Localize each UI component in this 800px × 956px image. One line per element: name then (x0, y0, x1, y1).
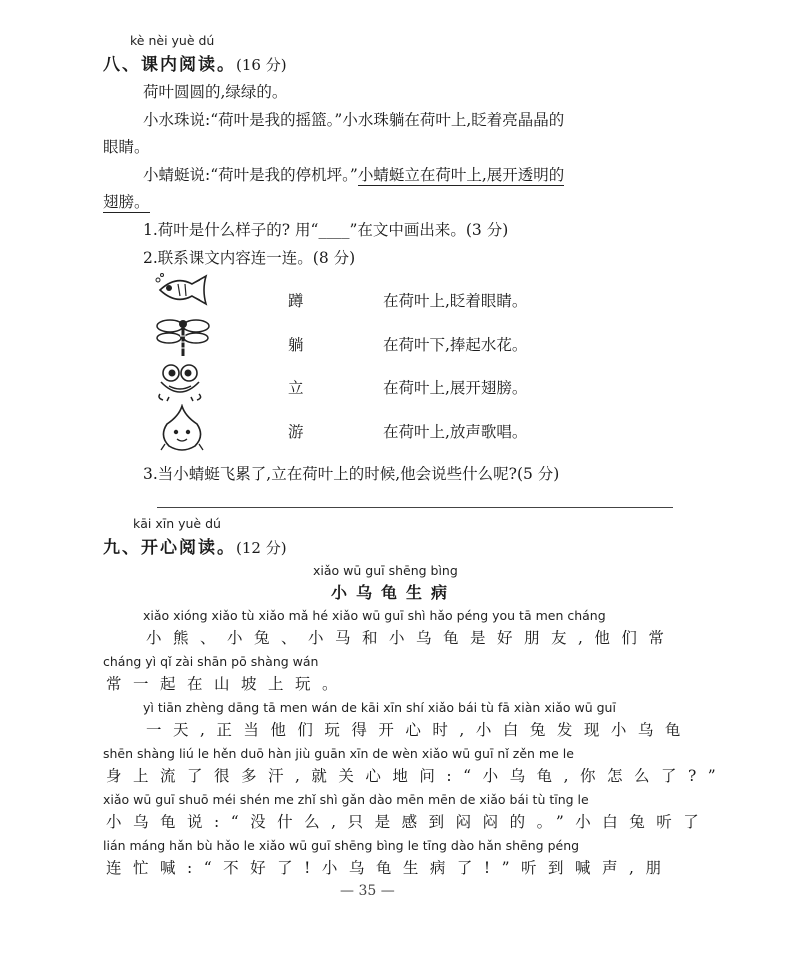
passage-line-4 (143, 163, 564, 185)
story-line-1-pinyin: xiǎo xióng xiǎo tù xiǎo mǎ hé xiǎo wū guī shì hǎo péng you tā men cháng (143, 608, 606, 623)
match-phrase-3[interactable]: 在荷叶上,展开翅膀。 (383, 379, 528, 397)
section8-title-text: 八、课内阅读。 (103, 55, 236, 75)
answer-line[interactable] (157, 507, 673, 508)
passage-line-4-a: 小蜻蜓说:“荷叶是我的停机坪。” (143, 166, 358, 184)
water-drop-icon (157, 404, 207, 452)
story-line-3: 一天,正当他们玩得开心时,小白兔发现小乌龟 (146, 721, 692, 739)
underlined-answer-part-2: 翅膀。 (103, 193, 150, 211)
page-number (340, 883, 395, 899)
match-phrase-1[interactable]: 在荷叶上,眨着眼睛。 (383, 292, 528, 310)
dragonfly-icon (154, 316, 216, 358)
section8-pinyin: kè nèi yuè dú (130, 33, 215, 48)
story-line-2-pinyin: cháng yì qǐ zài shān pō shàng wán (103, 654, 319, 669)
fish-icon (152, 270, 214, 310)
match-verb-4[interactable]: 游 (288, 423, 304, 441)
frog-icon (155, 362, 207, 402)
page-number-value: 35 (358, 883, 377, 899)
story-title: 小乌龟生病 (331, 583, 457, 602)
underlined-answer-part-1: 小蜻蜓立在荷叶上,展开透明的 (357, 166, 565, 184)
footer-dash-left: — (340, 883, 354, 899)
passage-line-1: 荷叶圆圆的,绿绿的。 (143, 83, 288, 101)
section9-pinyin: kāi xīn yuè dú (133, 516, 221, 531)
match-phrase-4[interactable]: 在荷叶上,放声歌唱。 (383, 423, 528, 441)
section8-score: (16 分) (236, 56, 287, 74)
question-3: 3.当小蜻蜓飞累了,立在荷叶上的时候,他会说些什么呢?(5 分) (143, 465, 560, 483)
question-1: 1.荷叶是什么样子的? 用“____”在文中画出来。(3 分) (143, 221, 509, 239)
section9-title (103, 533, 287, 558)
match-verb-2[interactable]: 躺 (288, 336, 304, 354)
story-line-2: 常一起在山坡上玩。 (106, 675, 350, 693)
passage-line-3: 眼睛。 (103, 138, 150, 156)
story-line-4-pinyin: shēn shàng liú le hěn duō hàn jiù guān xīn de wèn xiǎo wū guī nǐ zěn me le (103, 746, 574, 761)
story-line-6-pinyin: lián máng hǎn bù hǎo le xiǎo wū guī shēng bìng le tīng dào hǎn shēng péng (103, 838, 580, 853)
story-line-1: 小熊、小兔、小马和小乌龟是好朋友,他们常 (146, 629, 676, 647)
section9-score: (12 分) (236, 539, 287, 557)
match-verb-3[interactable]: 立 (288, 379, 304, 397)
story-line-5: 小乌龟说:“没什么,只是感到闷闷的。”小白兔听了 (106, 813, 711, 831)
story-line-5-pinyin: xiǎo wū guī shuō méi shén me zhǐ shì gǎn dào mēn mēn de xiǎo bái tù tīng le (103, 792, 589, 807)
passage-line-5 (103, 190, 150, 212)
section8-title (103, 50, 287, 75)
match-phrase-2[interactable]: 在荷叶下,捧起水花。 (383, 336, 528, 354)
match-verb-1[interactable]: 蹲 (288, 292, 304, 310)
section9-title-text: 九、开心阅读。 (103, 538, 236, 558)
question-2: 2.联系课文内容连一连。(8 分) (143, 249, 356, 267)
passage-line-2: 小水珠说:“荷叶是我的摇篮。”小水珠躺在荷叶上,眨着亮晶晶的 (143, 111, 565, 129)
footer-dash-right: — (380, 883, 395, 899)
story-line-4: 身上流了很多汗,就关心地问:“小乌龟,你怎么了?” (106, 767, 728, 785)
story-line-3-pinyin: yì tiān zhèng dāng tā men wán de kāi xīn shí xiǎo bái tù fā xiàn xiǎo wū guī (143, 700, 616, 715)
story-line-6: 连忙喊:“不好了!小乌龟生病了!”听到喊声,朋 (106, 859, 673, 877)
story-title-pinyin: xiǎo wū guī shēng bìng (313, 563, 458, 578)
